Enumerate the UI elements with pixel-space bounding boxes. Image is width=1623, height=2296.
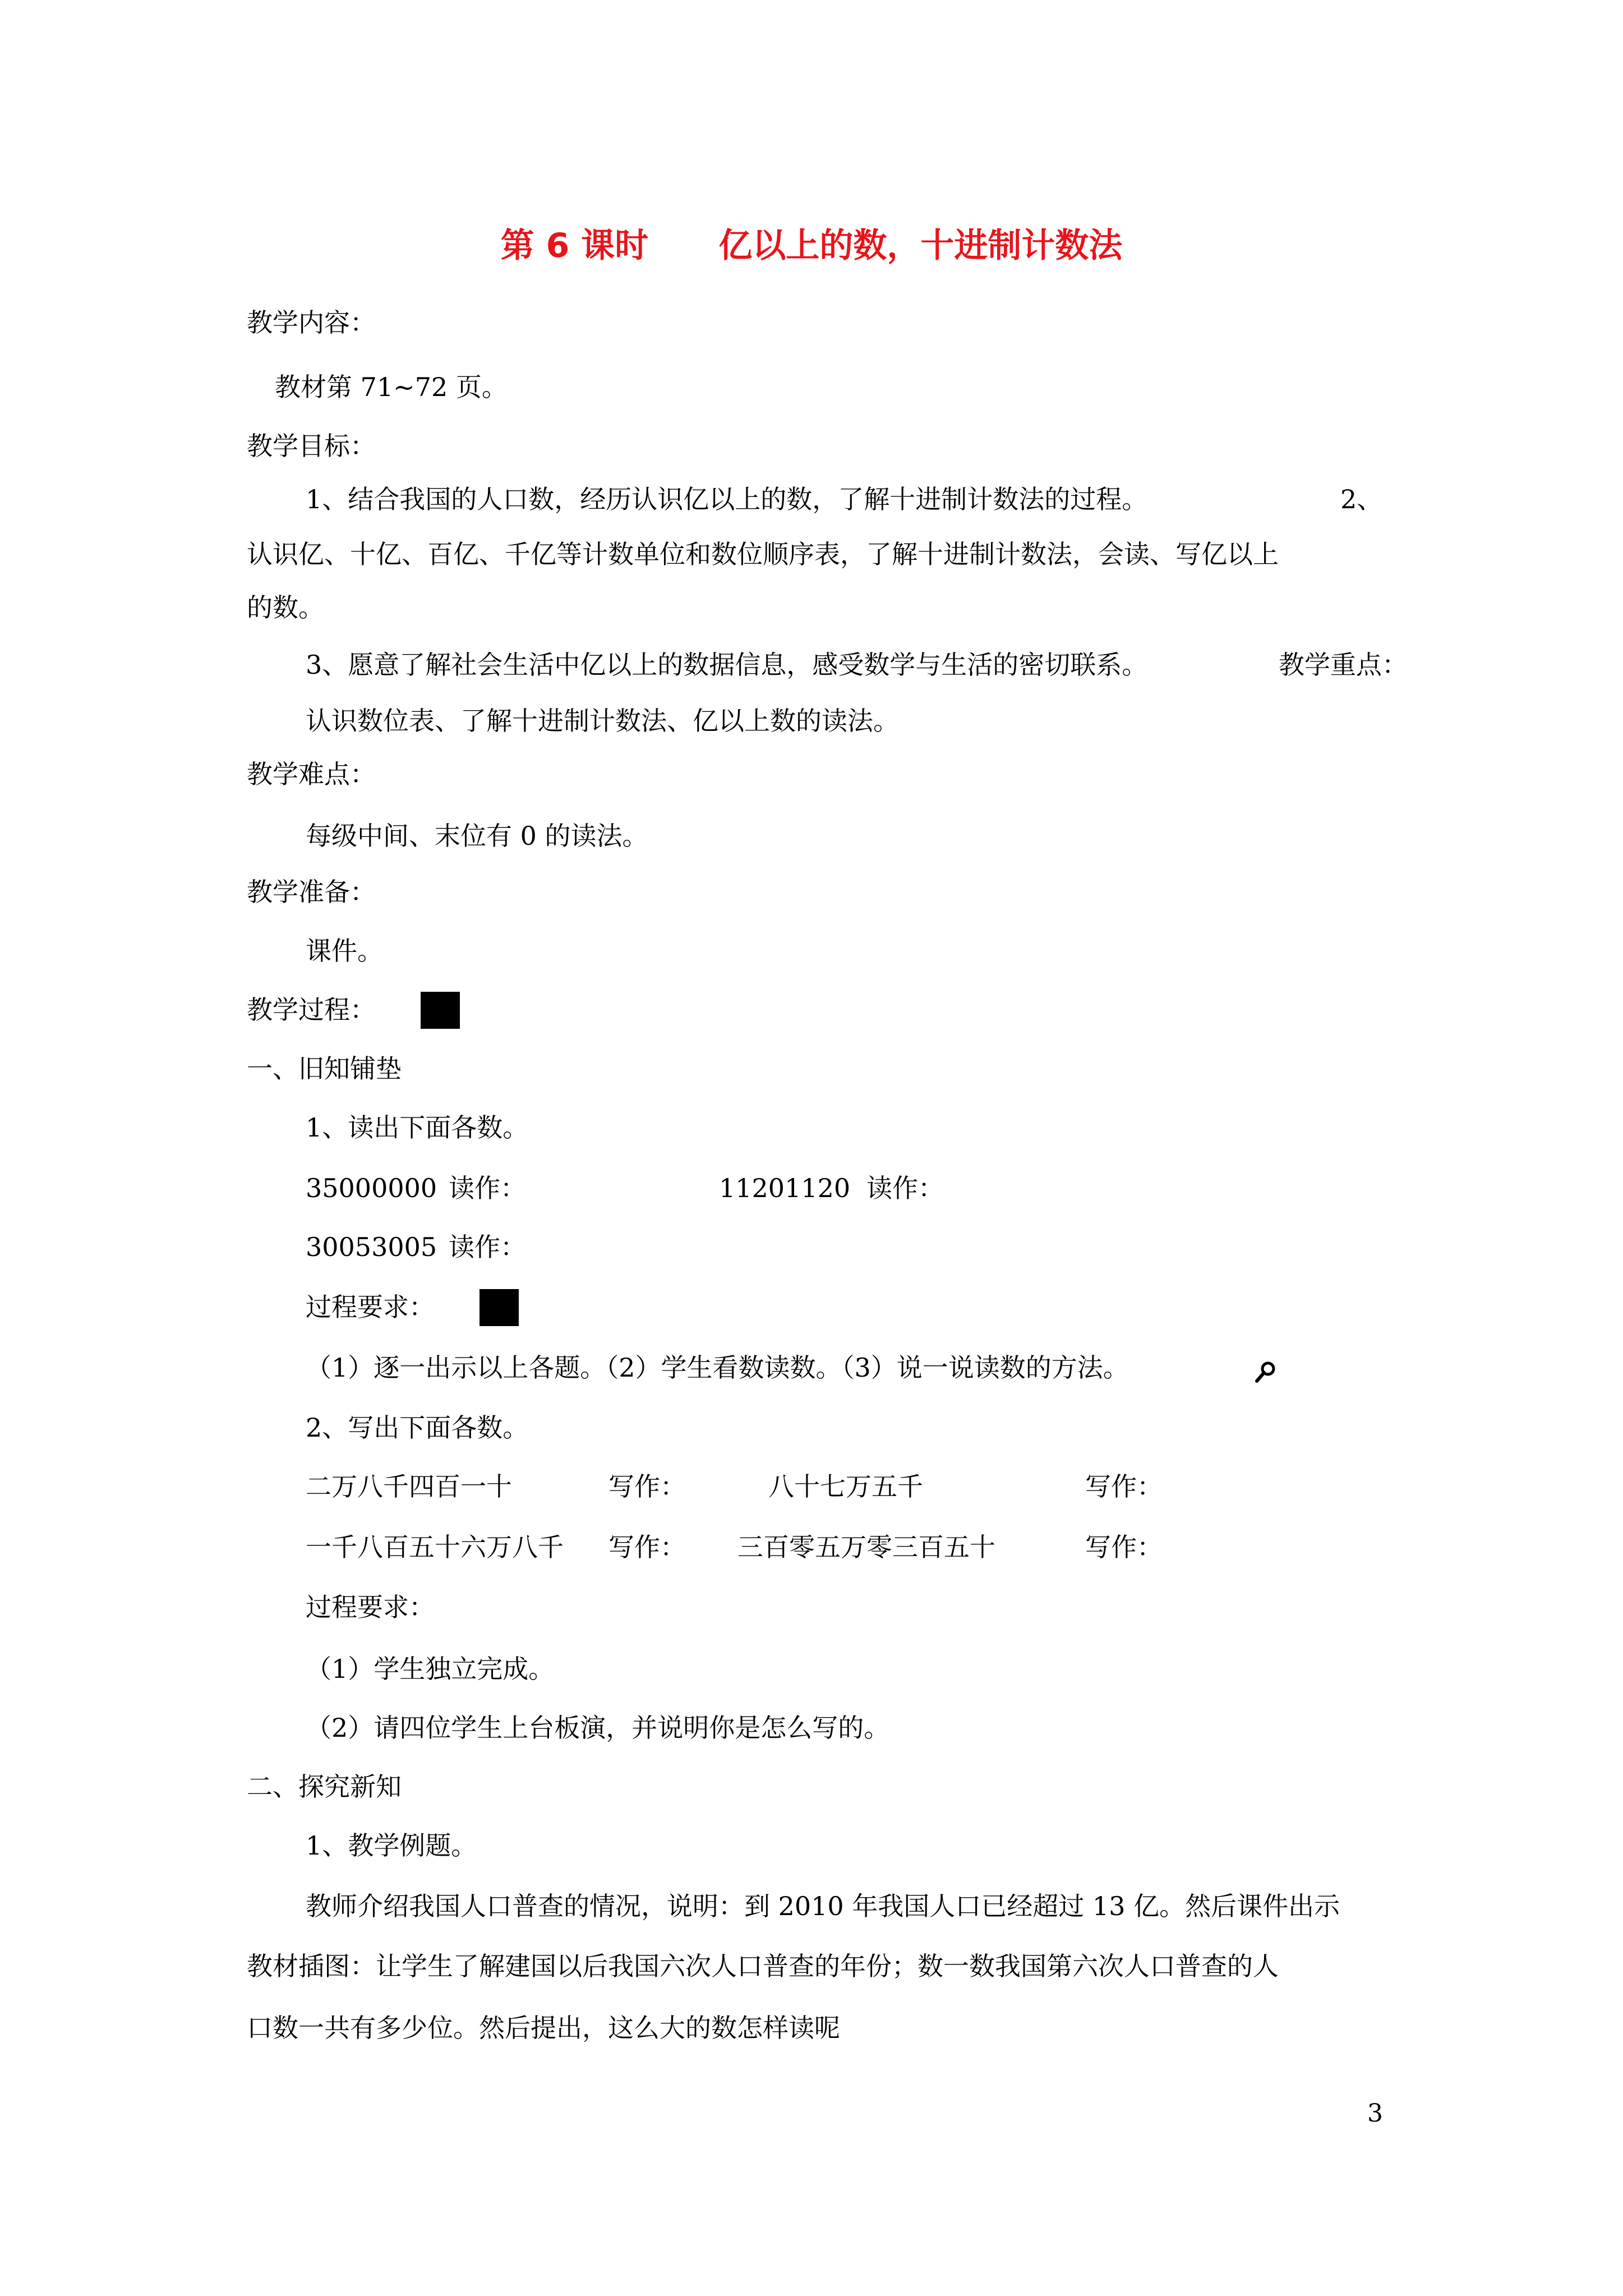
content-label: 教学内容： bbox=[247, 307, 376, 338]
paragraph-line-1: 教师介绍我国人口普查的情况，说明：到 2010 年我国人口已经超过 13 亿。然后课件出示 bbox=[306, 1891, 1340, 1921]
goal-2-text: 认识亿、十亿、百亿、千亿等计数单位和数位顺序表，了解十进制计数法，会读、写亿以上 bbox=[247, 539, 1279, 569]
requirements-2-item-1: （1）学生独立完成。 bbox=[306, 1654, 555, 1684]
difficulty-label: 教学难点： bbox=[247, 759, 376, 789]
requirements-1-text: （1）逐一出示以上各题。（2）学生看数读数。（3）说一说读数的方法。 bbox=[306, 1352, 1129, 1383]
number-a: 35000000 bbox=[306, 1173, 437, 1203]
write-label-a: 写作： bbox=[608, 1471, 686, 1502]
content-text: 教材第 71~72 页。 bbox=[275, 372, 508, 402]
section-2-heading: 二、探究新知 bbox=[247, 1772, 402, 1802]
goal-1: 1、结合我国的人口数，经历认识亿以上的数，了解十进制计数法的过程。 bbox=[306, 484, 1148, 514]
requirements-2-item-2: （2）请四位学生上台板演，并说明你是怎么写的。 bbox=[306, 1713, 890, 1743]
page-title: 第 6 课时 亿以上的数，十进制计数法 bbox=[500, 226, 1123, 265]
redaction-block bbox=[479, 1289, 519, 1326]
goal-2-number: 2、 bbox=[1340, 484, 1383, 514]
goal-3: 3、愿意了解社会生活中亿以上的数据信息，感受数学与生活的密切联系。 bbox=[306, 650, 1148, 680]
section-1-item-2: 2、写出下面各数。 bbox=[306, 1412, 529, 1443]
write-number-b: 八十七万五千 bbox=[768, 1471, 923, 1502]
magnifier-icon bbox=[1253, 1360, 1278, 1384]
requirements-label-1: 过程要求： bbox=[306, 1292, 435, 1322]
process-label: 教学过程： bbox=[247, 995, 376, 1025]
number-b: 11201120 bbox=[719, 1173, 851, 1203]
write-label-b: 写作： bbox=[1085, 1471, 1163, 1502]
section-1-item-1: 1、读出下面各数。 bbox=[306, 1112, 529, 1143]
prep-text: 课件。 bbox=[306, 936, 383, 966]
write-number-c: 一千八百五十六万八千 bbox=[306, 1532, 564, 1562]
section-1-heading: 一、旧知铺垫 bbox=[247, 1053, 402, 1084]
read-label-c: 读作： bbox=[449, 1232, 526, 1262]
paragraph-line-3: 口数一共有多少位。然后提出，这么大的数怎样读呢 bbox=[247, 2013, 840, 2043]
write-label-d: 写作： bbox=[1085, 1532, 1163, 1562]
write-label-c: 写作： bbox=[608, 1532, 686, 1562]
write-number-d: 三百零五万零三百五十 bbox=[737, 1532, 995, 1562]
key-points-text: 认识数位表、了解十进制计数法、亿以上数的读法。 bbox=[306, 706, 899, 736]
goal-2-continuation: 的数。 bbox=[247, 592, 324, 623]
requirements-label-2: 过程要求： bbox=[306, 1592, 435, 1622]
read-label-a: 读作： bbox=[449, 1173, 526, 1203]
section-2-item-1: 1、教学例题。 bbox=[306, 1830, 477, 1861]
read-label-b: 读作： bbox=[866, 1173, 944, 1203]
goals-label: 教学目标： bbox=[247, 431, 376, 461]
page-number: 3 bbox=[1367, 2099, 1383, 2128]
difficulty-text: 每级中间、末位有 0 的读法。 bbox=[306, 821, 648, 851]
write-number-a: 二万八千四百一十 bbox=[306, 1471, 512, 1502]
number-c: 30053005 bbox=[306, 1232, 437, 1262]
prep-label: 教学准备： bbox=[247, 877, 376, 907]
paragraph-line-2: 教材插图：让学生了解建国以后我国六次人口普查的年份；数一数我国第六次人口普查的人 bbox=[247, 1951, 1279, 1981]
redaction-block bbox=[421, 992, 460, 1029]
key-points-label: 教学重点： bbox=[1279, 650, 1408, 680]
